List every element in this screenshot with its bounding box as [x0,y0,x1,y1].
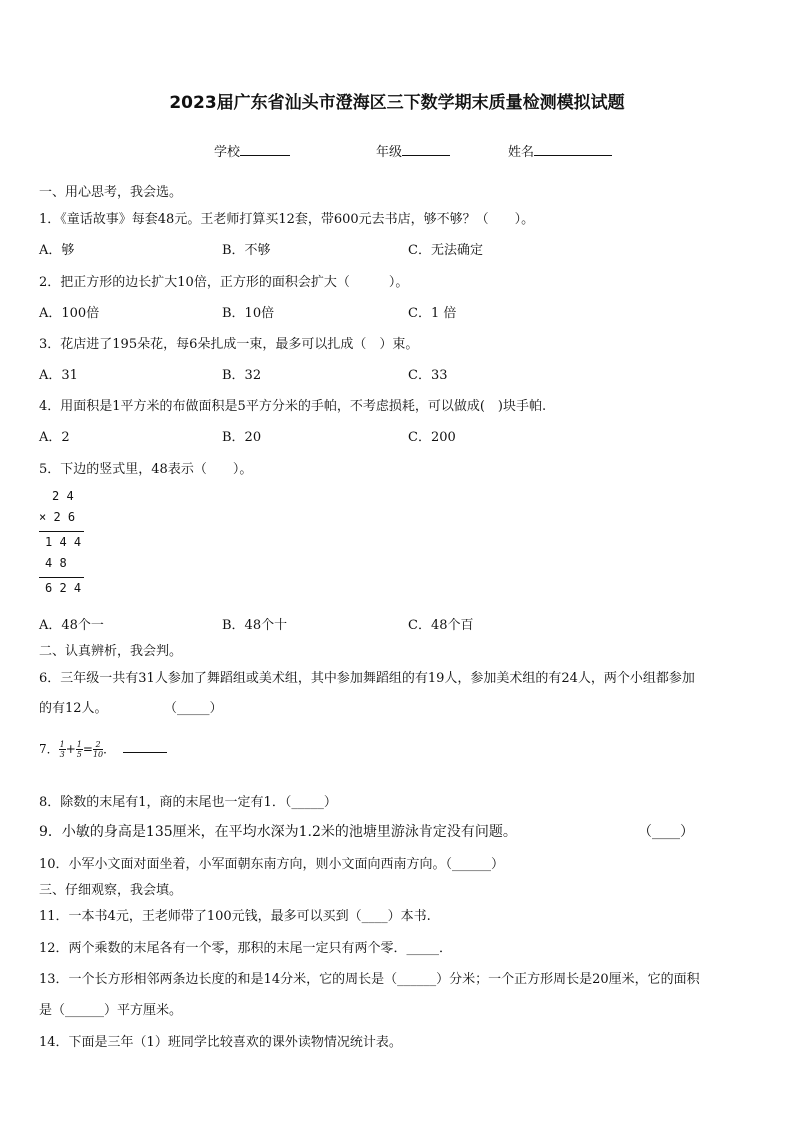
name-label: 姓名 [508,145,535,160]
question-4: 4．用面积是1平方米的布做面积是5平方分米的手帕，不考虑损耗，可以做成( )块手帕. [39,399,547,414]
question-6-line-1: 6．三年级一共有31人参加了舞蹈组或美术组，其中参加舞蹈组的有19人，参加美术组的有24人，两个小组都参加 [39,671,695,686]
q2-option-c[interactable]: C．1 倍 [408,306,457,321]
vertical-multiplication [39,489,99,599]
q7-answer-blank[interactable] [123,740,167,753]
question-12: 12．两个乘数的末尾各有一个零，那积的末尾一定只有两个零．_____． [39,941,453,956]
equals-sign: = [82,742,93,756]
fraction-1-denominator: 3 [59,750,65,759]
q2-option-a[interactable]: A．100倍 [39,306,100,321]
fraction-2 [76,740,83,759]
page-title: 2023届广东省汕头市澄海区三下数学期末质量检测模拟试题 [169,93,625,113]
school-label: 学校 [214,145,241,160]
question-2: 2．把正方形的边长扩大10倍，正方形的面积会扩大（ ）。 [39,275,409,290]
q6-answer-blank[interactable]: （_____） [164,701,223,716]
question-8: 8．除数的末尾有1，商的末尾也一定有1．（_____） [39,795,337,810]
q7-period: ． [103,742,116,756]
fraction-3-denominator: 10 [92,750,104,759]
q4-option-c[interactable]: C．200 [408,430,456,445]
fraction-3-numerator: 2 [93,740,103,750]
fraction-1-numerator: 1 [59,740,65,749]
question-13-line-1: 13．一个长方形相邻两条边长度的和是14分米，它的周长是（______）分米；一个正方形周长是20厘米，它的面积 [39,972,700,987]
question-13-line-2: 是（______）平方厘米。 [39,1003,183,1018]
school-blank[interactable] [240,142,290,156]
calc-rule-2 [39,577,84,578]
question-1: 1．《童话故事》每套48元。王老师打算买12套，带600元去书店，够不够？（ ）。 [39,212,535,227]
question-5: 5．下边的竖式里，48表示（ ）。 [39,462,253,477]
name-blank[interactable] [534,142,612,156]
question-10: 10．小军小文面对面坐着，小军面朝东南方向，则小文面向西南方向。（______） [39,857,505,872]
section-heading: 二、认真辨析，我会判。 [39,644,183,659]
fraction-2-numerator: 1 [76,740,82,749]
question-6-line-2: 的有12人。 [39,701,108,716]
q4-option-b[interactable]: B．20 [222,430,262,445]
fraction-1 [59,740,66,759]
calc-row-1: 2 4 [52,489,74,503]
grade-blank[interactable] [402,142,450,156]
q2-option-b[interactable]: B．10倍 [222,306,275,321]
grade-field[interactable] [376,141,450,160]
q5-option-b[interactable]: B．48个十 [222,618,288,633]
plus-sign: + [65,742,76,756]
q1-option-b[interactable]: B．不够 [222,243,271,258]
q7-number: 7． [39,742,59,756]
section-heading: 一、用心思考，我会选。 [39,185,183,200]
question-9: 9．小敏的身高是135厘米，在平均水深为1.2米的池塘里游泳肯定没有问题。 [39,824,517,840]
q3-option-b[interactable]: B．32 [222,368,262,383]
q5-option-a[interactable]: A．48个一 [39,618,104,633]
question-14: 14．下面是三年（1）班同学比较喜欢的课外读物情况统计表。 [39,1035,402,1050]
q1-option-a[interactable]: A．够 [39,243,75,258]
fraction-3 [93,740,103,759]
q4-option-a[interactable]: A．2 [39,430,70,445]
q3-option-c[interactable]: C．33 [408,368,448,383]
question-7 [39,740,167,759]
fraction-2-denominator: 5 [76,750,82,759]
calc-row-3: 1 4 4 [45,535,82,549]
q3-option-a[interactable]: A．31 [39,368,78,383]
question-11: 11．一本书4元，王老师带了100元钱，最多可以买到（____）本书. [39,909,431,924]
question-3: 3．花店进了195朵花，每6朵扎成一束，最多可以扎成（ ）束。 [39,337,419,352]
calc-row-5: 6 2 4 [45,581,82,595]
section-heading: 三、仔细观察，我会填。 [39,883,183,898]
q1-option-c[interactable]: C．无法确定 [408,243,483,258]
q5-option-c[interactable]: C．48个百 [408,618,474,633]
school-field[interactable] [214,141,290,160]
calc-row-4: 4 8 [45,556,67,570]
calc-row-2: × 2 6 [39,510,76,524]
calc-rule-1 [39,531,84,532]
grade-label: 年级 [376,145,403,160]
q9-answer-blank[interactable]: （____） [638,824,694,840]
name-field[interactable] [508,141,612,160]
